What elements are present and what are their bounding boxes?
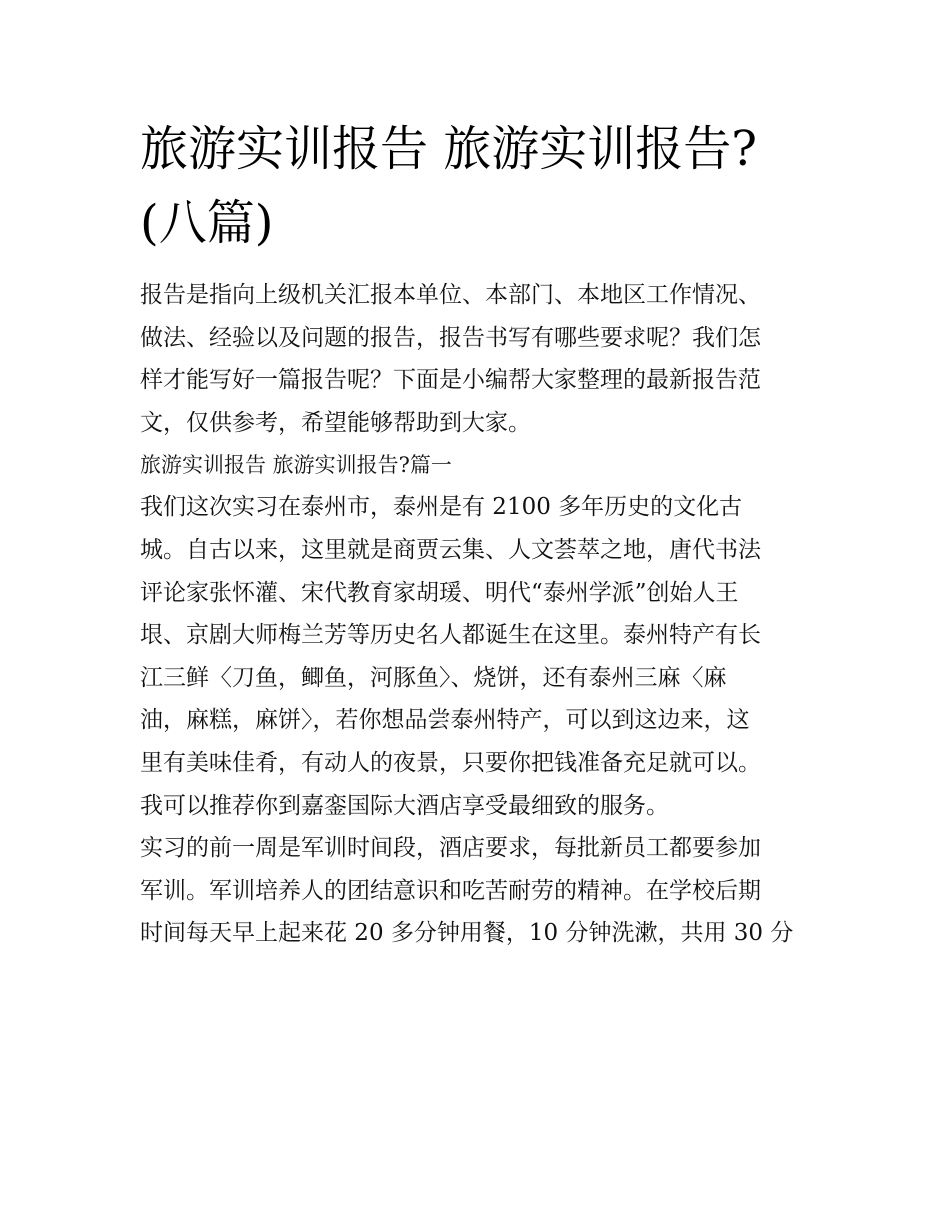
title-line-2: (八篇) [140,195,274,251]
paragraph-1-line-6: 油，麻糕，麻饼〉，若你想品尝泰州特产，可以到这边来，这 [140,707,750,734]
paragraph-1-line-8: 我可以推荐你到嘉銮国际大酒店享受最细致的服务。 [140,792,669,819]
intro-line-3: 样才能写好一篇报告呢？下面是小编帮大家整理的最新报告范 [140,367,761,394]
paragraph-1 [140,486,820,827]
intro-line-4: 文，仅供参考，希望能够帮助到大家。 [140,409,531,436]
intro-paragraph [140,274,820,444]
paragraph-2-line-1: 实习的前一周是军训时间段，酒店要求，每批新员工都要参加 [140,835,761,862]
paragraph-1-line-4: 垠、京剧大师梅兰芳等历史名人都诞生在这里。泰州特产有长 [140,622,761,649]
section-heading: 旅游实训报告 旅游实训报告?篇一 [140,453,452,478]
paragraph-2-line-2: 军训。军训培养人的团结意识和吃苦耐劳的精神。在学校后期 [140,877,761,904]
title-line-1: 旅游实训报告 旅游实训报告? [140,121,757,177]
intro-line-2: 做法、经验以及问题的报告，报告书写有哪些要求呢？我们怎 [140,324,761,351]
paragraph-1-line-2: 城。自古以来，这里就是商贾云集、人文荟萃之地，唐代书法 [140,536,761,563]
paragraph-1-line-3: 评论家张怀灌、宋代教育家胡瑗、明代“泰州学派”创始人王 [140,579,739,606]
paragraph-2-line-3: 时间每天早上起来花 20 多分钟用餐，10 分钟洗漱，共用 30 分 [140,920,794,947]
document-body [140,274,820,955]
paragraph-1-line-5: 江三鲜〈刀鱼，鲫鱼，河豚鱼〉、烧饼，还有泰州三麻〈麻 [140,664,727,691]
document-title [140,112,820,260]
intro-line-1: 报告是指向上级机关汇报本单位、本部门、本地区工作情况、 [140,282,761,308]
paragraph-1-line-1: 我们这次实习在泰州市，泰州是有 2100 多年历史的文化古 [140,494,743,521]
document-content [140,112,820,955]
paragraph-1-line-7: 里有美味佳肴，有动人的夜景，只要你把钱准备充足就可以。 [140,749,761,776]
paragraph-2 [140,827,820,955]
